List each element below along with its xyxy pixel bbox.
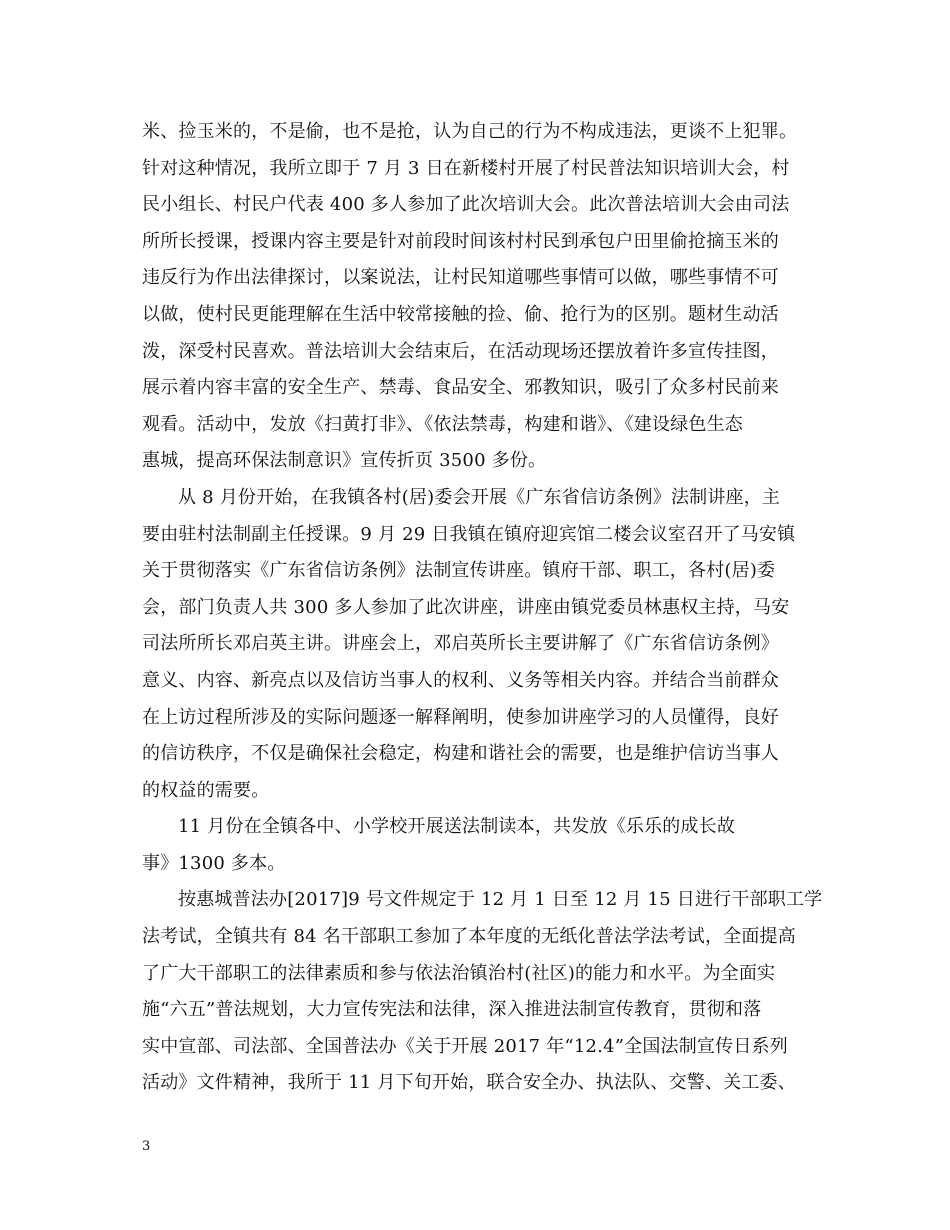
text-line: 要由驻村法制副主任授课。9 月 29 日我镇在镇府迎宾馆二楼会议室召开了马安镇 [142,523,796,545]
text-line: 违反行为作出法律探讨，以案说法，让村民知道哪些事情可以做，哪些事情不可 [142,267,779,289]
text-line: 活动》文件精神，我所于 11 月下旬开始，联合安全办、执法队、交警、关工委、 [142,1072,796,1094]
text-line: 以做，使村民更能理解在生活中较常接触的捡、偷、抢行为的区别。题材生动活 [142,303,779,325]
paragraph-first-line: 从 8 月份开始，在我镇各村(居)委会开展《广东省信访条例》法制讲座，主 [178,486,781,508]
paragraph-first-line: 按惠城普法办[2017]9 号文件规定于 12 月 1 日至 12 月 15 日进行干部职工学 [178,889,823,911]
paragraph-first-line: 11 月份在全镇各中、小学校开展送法制读本，共发放《乐乐的成长故 [178,816,736,838]
text-line: 施“六五”普法规划，大力宣传宪法和法律，深入推进法制宣传教育，贯彻和落 [142,999,762,1021]
text-line: 意义、内容、新亮点以及信访当事人的权利、义务等相关内容。并结合当前群众 [142,669,779,691]
text-line: 在上访过程所涉及的实际问题逐一解释阐明，使参加讲座学习的人员懂得，良好 [142,706,779,728]
text-line: 实中宣部、司法部、全国普法办《关于开展 2017 年“12.4”全国法制宣传日系列 [142,1035,788,1057]
text-line: 观看。活动中，发放《扫黄打非》、《依法禁毒，构建和谐》、《建设绿色生态 [142,413,743,435]
body-text [142,114,823,1102]
text-line: 事》1300 多本。 [142,852,286,874]
text-line: 会，部门负责人共 300 多人参加了此次讲座，讲座由镇党委员林惠权主持，马安 [142,596,790,618]
text-line: 米、捡玉米的，不是偷，也不是抢，认为自己的行为不构成违法，更谈不上犯罪。 [142,121,798,142]
text-line: 展示着内容丰富的安全生产、禁毒、食品安全、邪教知识，吸引了众多村民前来 [142,377,779,399]
text-line: 民小组长、村民户代表 400 多人参加了此次培训大会。此次普法培训大会由司法 [142,194,790,216]
text-line: 泼，深受村民喜欢。普法培训大会结束后，在活动现场还摆放着许多宣传挂图， [142,340,779,362]
page-number: 3 [142,1139,151,1154]
text-line: 所所长授课，授课内容主要是针对前段时间该村村民到承包户田里偷抢摘玉米的 [142,230,779,252]
text-line: 惠城，提高环保法制意识》宣传折页 3500 多份。 [142,450,547,472]
text-line: 针对这种情况，我所立即于 7 月 3 日在新楼村开展了村民普法知识培训大会，村 [142,157,790,179]
text-line: 的权益的需要。 [142,779,270,801]
text-line: 了广大干部职工的法律素质和参与依法治镇治村(社区)的能力和水平。为全面实 [142,962,776,984]
text-line: 的信访秩序，不仅是确保社会稳定，构建和谐社会的需要，也是维护信访当事人 [142,743,779,765]
text-line: 司法所所长邓启英主讲。讲座会上，邓启英所长主要讲解了《广东省信访条例》 [142,633,779,655]
text-line: 关于贯彻落实《广东省信访条例》法制宣传讲座。镇府干部、职工，各村(居)委 [142,560,776,582]
text-line: 法考试，全镇共有 84 名干部职工参加了本年度的无纸化普法学法考试，全面提高 [142,926,796,948]
